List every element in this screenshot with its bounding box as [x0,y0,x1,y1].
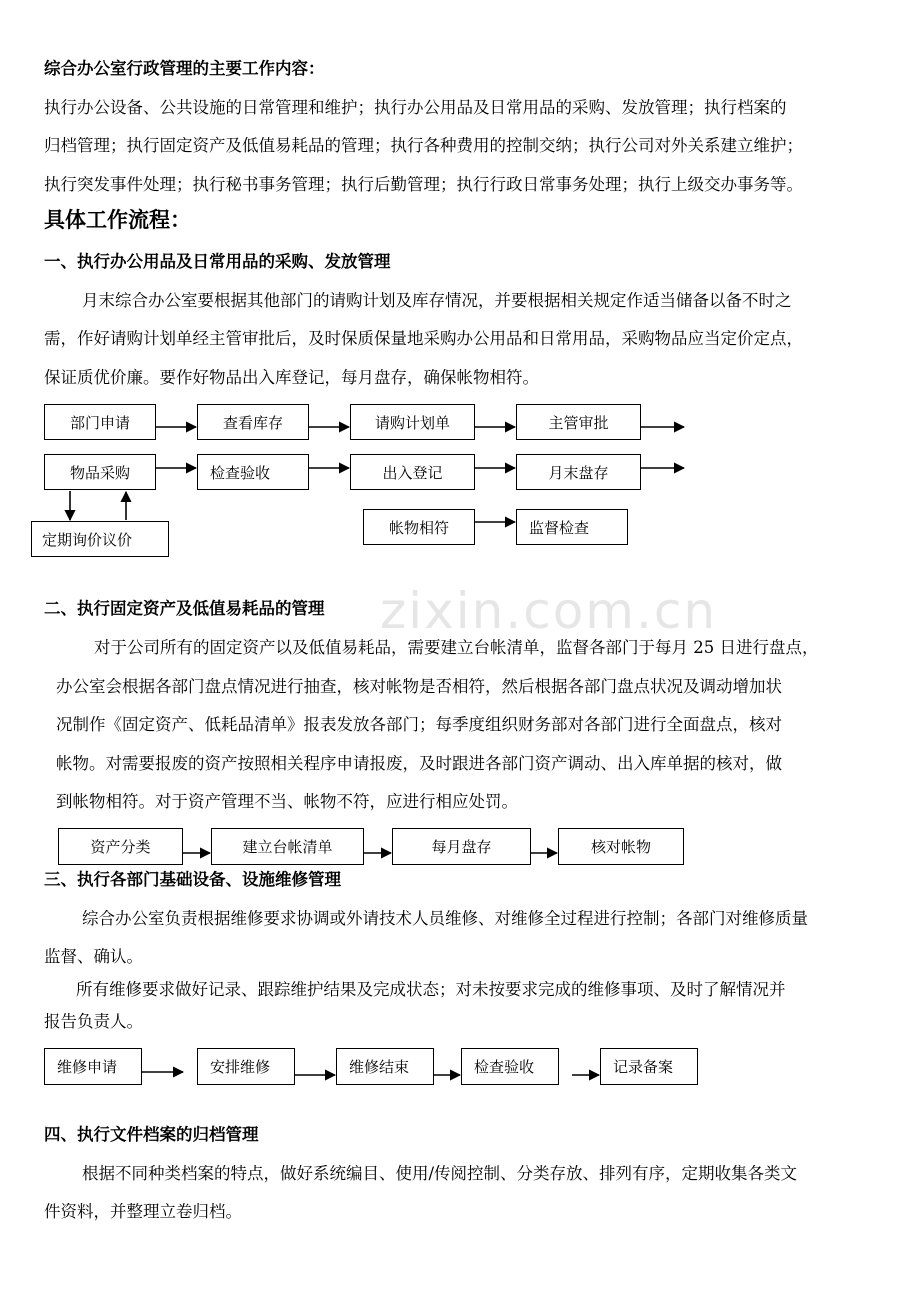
process-title: 具体工作流程： [44,207,191,232]
flow-box-monthly-stocktake: 月末盘存 [516,454,641,490]
section1-line: 保证质优价廉。要作好物品出入库登记，每月盘存，确保帐物相符。 [44,368,539,387]
flow-box-account-match: 帐物相符 [363,509,475,545]
section3-line: 监督、确认。 [44,947,143,966]
flow-box-check-stock: 查看库存 [197,404,309,440]
section4-title: 四、执行文件档案的归档管理 [44,1125,259,1144]
flow-box-repair-done: 维修结束 [336,1048,434,1085]
section2-line: 帐物。对需要报废的资产按照相关程序申请报废，及时跟进各部门资产调动、出入库单据的核对，做 [56,754,782,773]
section4-line: 根据不同种类档案的特点，做好系统编目、使用/传阅控制、分类存放、排列有序，定期收集各类文 [82,1164,798,1183]
section1-title: 一、执行办公用品及日常用品的采购、发放管理 [44,252,391,271]
flow-box-inspection: 检查验收 [197,454,309,490]
section3-line: 报告负责人。 [44,1012,143,1031]
flow-box-purchase: 物品采购 [44,454,156,490]
intro-line: 执行办公设备、公共设施的日常管理和维护；执行办公用品及日常用品的采购、发放管理；执行档案的 [44,98,787,117]
flow-box-purchase-plan: 请购计划单 [350,404,475,440]
section4-line: 件资料，并整理立卷归档。 [44,1202,242,1221]
section3-title: 三、执行各部门基础设备、设施维修管理 [44,870,341,889]
flow-box-price-negotiation: 定期询价议价 [31,521,169,557]
section2-line: 到帐物相符。对于资产管理不当、帐物不符，应进行相应处罚。 [56,792,518,811]
section2-title: 二、执行固定资产及低值易耗品的管理 [44,599,325,618]
section2-line: 办公室会根据各部门盘点情况进行抽查，核对帐物是否相符，然后根据各部门盘点状况及调动增加状 [56,677,782,696]
flow-box-verify: 核对帐物 [558,828,684,865]
intro-line: 归档管理；执行固定资产及低值易耗品的管理；执行各种费用的控制交纳；执行公司对外关系建立维护； [44,136,803,155]
section1-line: 需，作好请购计划单经主管审批后，及时保质保量地采购办公用品和日常用品，采购物品应当定价定点， [44,329,803,348]
flow-box-asset-classify: 资产分类 [58,828,183,865]
intro-line: 执行突发事件处理；执行秘书事务管理；执行后勤管理；执行行政日常事务处理；执行上级交办事务等。 [44,175,803,194]
flow-box-acceptance: 检查验收 [461,1048,559,1085]
flow-box-monthly-count: 每月盘存 [392,828,531,865]
flow-box-repair-request: 维修申请 [44,1048,142,1085]
flow-box-record: 记录备案 [600,1048,698,1085]
flow-box-manager-approval: 主管审批 [516,404,641,440]
section3-line: 综合办公室负责根据维修要求协调或外请技术人员维修、对维修全过程进行控制；各部门对维修质量 [82,909,808,928]
section1-line: 月末综合办公室要根据其他部门的请购计划及库存情况，并要根据相关规定作适当储备以备不时之 [82,291,792,310]
flow-box-arrange-repair: 安排维修 [197,1048,295,1085]
watermark: zixin.com.cn [380,582,718,640]
section2-line: 况制作《固定资产、低耗品清单》报表发放各部门；每季度组织财务部对各部门进行全面盘点，核对 [56,715,782,734]
flow-box-inout-register: 出入登记 [350,454,475,490]
intro-heading: 综合办公室行政管理的主要工作内容： [44,59,325,78]
section2-line: 对于公司所有的固定资产以及低值易耗品，需要建立台帐清单，监督各部门于每月 25 日进行盘点， [94,638,819,657]
flow-box-supervision: 监督检查 [516,509,628,545]
section3-line: 所有维修要求做好记录、跟踪维护结果及完成状态；对未按要求完成的维修事项、及时了解情况并 [76,980,786,999]
flow-box-ledger: 建立台帐清单 [211,828,364,865]
flow-box-dept-request: 部门申请 [44,404,156,440]
